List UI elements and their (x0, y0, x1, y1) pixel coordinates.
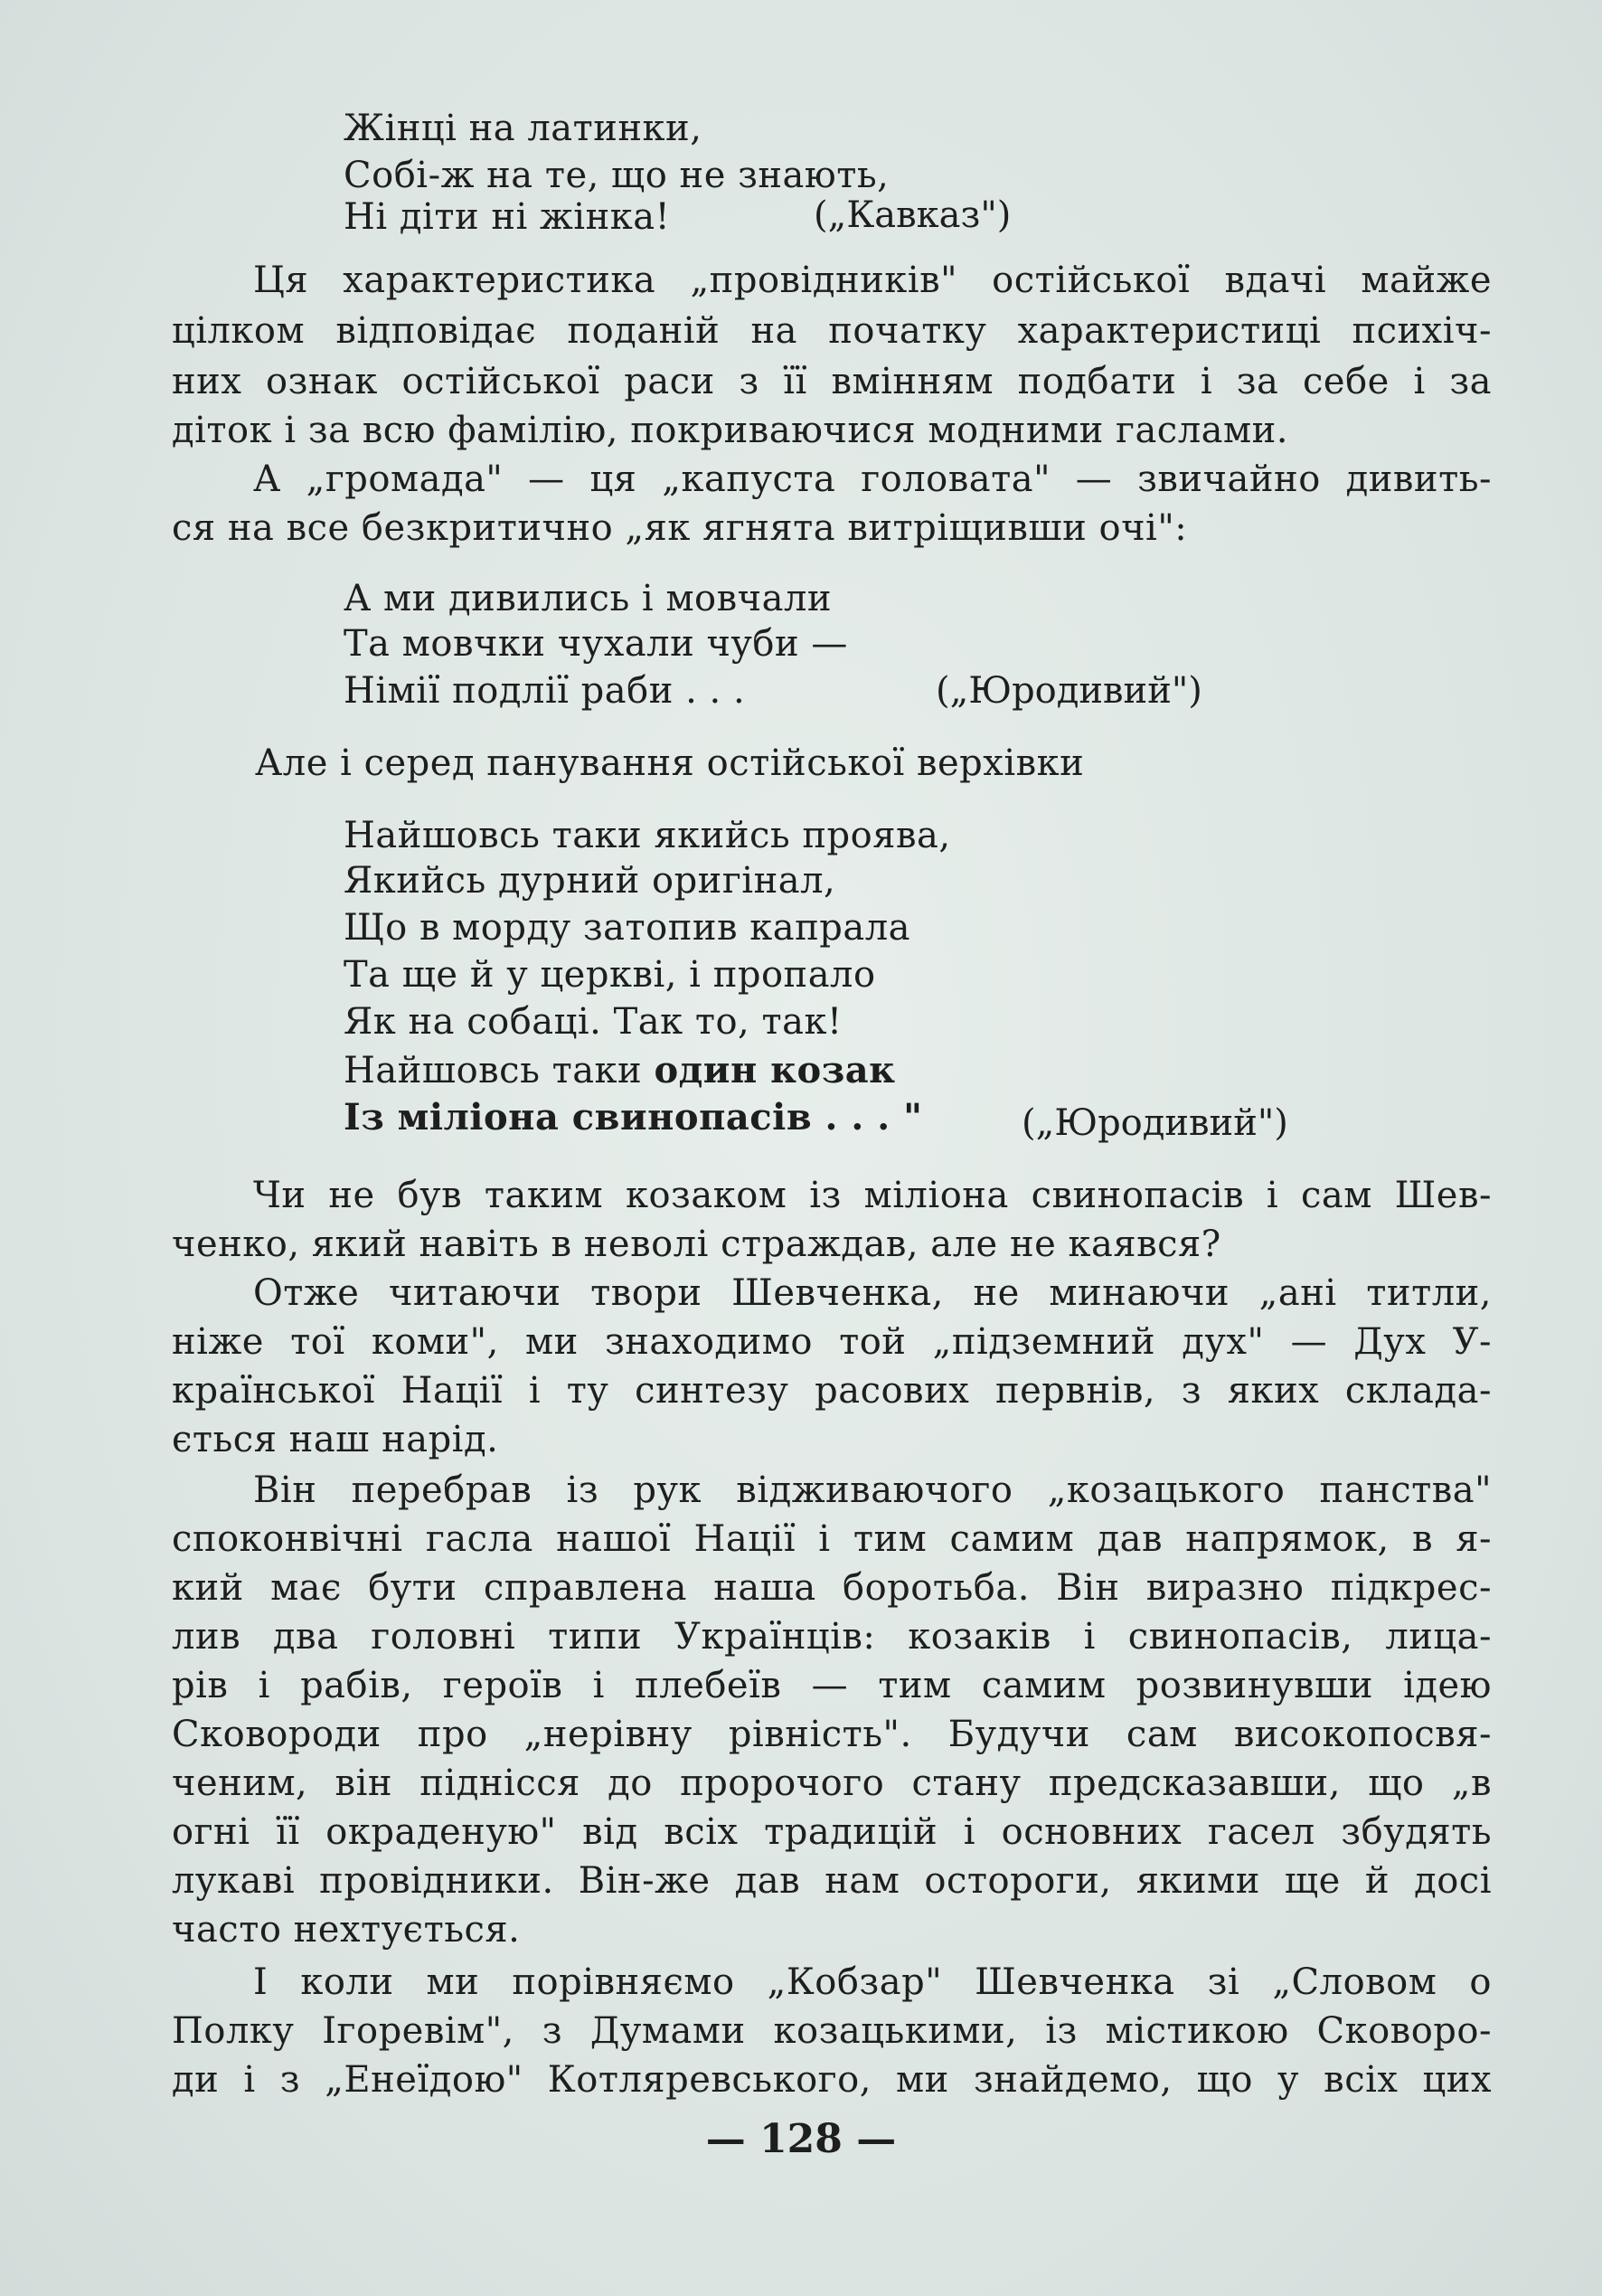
paragraph-line: Ця характеристика „провідників" остійської вдачі майже (253, 260, 1492, 301)
paragraph-line: ніже тої коми", ми знаходимо той „підземний дух" — Дух У- (172, 1321, 1492, 1363)
paragraph-line: ди і з „Енеїдою" Котляревського, ми знайдемо, що у всіх цих (172, 2059, 1492, 2101)
paragraph-line: ченим, він піднісся до пророчого стану предсказавши, що „в (172, 1762, 1492, 1804)
verse-bold-line: Із міліона свинопасів . . . " (344, 1096, 923, 1139)
paragraph-line: огні її окраденую" від всіх традицій і основних гасел збудять (172, 1811, 1492, 1853)
verse-line: Жінці на латинки, (344, 108, 702, 149)
paragraph-line: споконвічні гасла нашої Нації і тим самим дав напрямок, в я- (172, 1518, 1492, 1560)
verse-line: Та мовчки чухали чуби — (344, 623, 848, 665)
paragraph-line: цілком відповідає поданій на початку характеристиці психіч- (172, 310, 1492, 352)
verse-line: Найшовсь таки якийсь проява, (344, 815, 951, 856)
paragraph-line: країнської Нації і ту синтезу расових первнів, з яких склада- (172, 1370, 1492, 1412)
paragraph-line: рів і рабів, героїв і плебеїв — тим самим розвинувши ідею (172, 1665, 1492, 1706)
paragraph-line: Але і серед панування остійської верхівки (255, 742, 1085, 784)
verse-line: Ні діти ні жінка! (344, 196, 671, 238)
page-number: — 128 — (705, 2116, 897, 2162)
paragraph-line: лукаві провідники. Він-же дав нам остороги, якими ще й досі (172, 1860, 1492, 1902)
paragraph-line: часто нехтується. (172, 1909, 521, 1951)
paragraph-line: лив два головні типи Українців: козаків і свинопасів, лица- (172, 1616, 1492, 1658)
verse-line: А ми дивились і мовчали (344, 578, 833, 619)
verse-line (344, 1047, 896, 1094)
paragraph-line: кий має бути справлена наша боротьба. Він виразно підкрес- (172, 1567, 1492, 1609)
paragraph-line: А „громада" — ця „капуста головата" — звичайно дивить- (253, 458, 1492, 500)
paragraph-line: ченко, який навіть в неволі страждав, але не каявся? (172, 1224, 1221, 1265)
verse-text: Найшовсь таки (344, 1050, 655, 1091)
verse-line: Собі-ж на те, що не знають, (344, 155, 890, 196)
paragraph-line: діток і за всю фамілію, покриваючися модними гаслами. (172, 410, 1288, 451)
paragraph-line: Сковороди про „нерівну рівність". Будучи сам високопосвя- (172, 1714, 1492, 1755)
paragraph-line: Полку Ігоревім", з Думами козацькими, із містикою Сковоро- (172, 2010, 1492, 2052)
paragraph-line: І коли ми порівняємо „Кобзар" Шевченка зі „Словом о (253, 1961, 1492, 2003)
verse-source: („Юродивий") (1022, 1102, 1288, 1144)
paragraph-line: ється наш нарід. (172, 1419, 499, 1460)
paragraph-line: ся на все безкритично „як ягнята витріщивши очі": (172, 507, 1188, 549)
verse-line: Якийсь дурний оригінал, (344, 860, 836, 902)
verse-bold-text: один козак (654, 1049, 896, 1091)
verse-line: Що в морду затопив капрала (344, 907, 911, 949)
paragraph-line: Чи не був таким козаком із міліона свинопасів і сам Шев- (253, 1175, 1492, 1216)
verse-source: („Юродивий") (936, 670, 1202, 712)
paragraph-line: Він перебрав із рук відживаючого „козацького панства" (253, 1469, 1492, 1511)
verse-line: Як на собаці. Так то, так! (344, 1001, 843, 1043)
verse-line: Та ще й у церкві, і пропало (344, 954, 876, 996)
paragraph-line: Отже читаючи твори Шевченка, не минаючи „ані титли, (253, 1272, 1492, 1314)
paragraph-line: них ознак остійської раси з її вмінням подбати і за себе і за (172, 361, 1492, 402)
verse-line: Німії подлії раби . . . (344, 670, 746, 712)
verse-source: („Кавказ") (814, 194, 1012, 236)
